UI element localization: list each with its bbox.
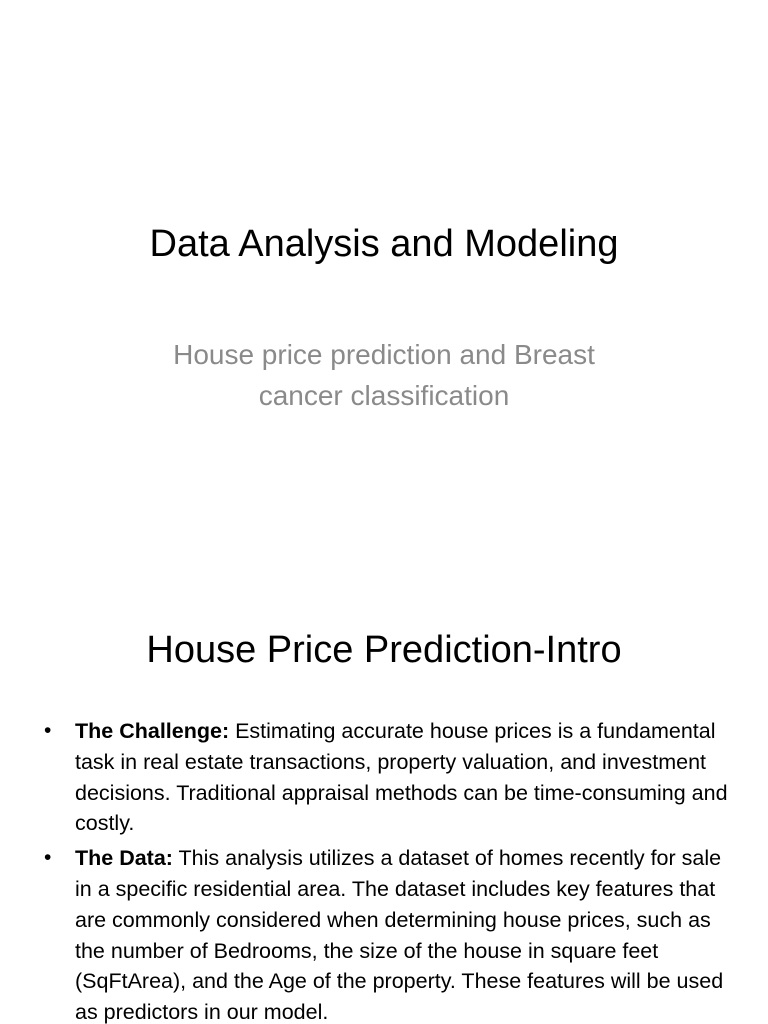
- bullet-item-data: [44, 843, 734, 1024]
- bullet-icon: •: [44, 719, 52, 742]
- slide-heading: House Price Prediction-Intro: [146, 629, 622, 671]
- content-slide: [0, 576, 768, 1024]
- slide-title: Data Analysis and Modeling: [149, 223, 619, 265]
- bullet-lead: The Data:: [75, 846, 173, 871]
- bullet-text: Estimating accurate house prices is a fundamental task in real estate transactions, property valuation, and investment decisions. Traditional appraisal methods can be time-consuming and costly.: [75, 719, 728, 836]
- bullet-lead: The Challenge:: [75, 719, 230, 743]
- bullet-list: [44, 716, 734, 1024]
- bullet-text: This analysis utilizes a dataset of homes recently for sale in a specific residential area. The dataset includes key features that are commonly considered when determining house prices, such as the number of Bedrooms, the size of the house in square feet (SqFtArea), and the Age of the property. These features will be used as predictors in our model.: [75, 846, 724, 1024]
- slide-subtitle: House price prediction and Breast cancer classification: [173, 339, 595, 411]
- bullet-icon: •: [44, 846, 52, 870]
- bullet-item-challenge: [44, 716, 734, 839]
